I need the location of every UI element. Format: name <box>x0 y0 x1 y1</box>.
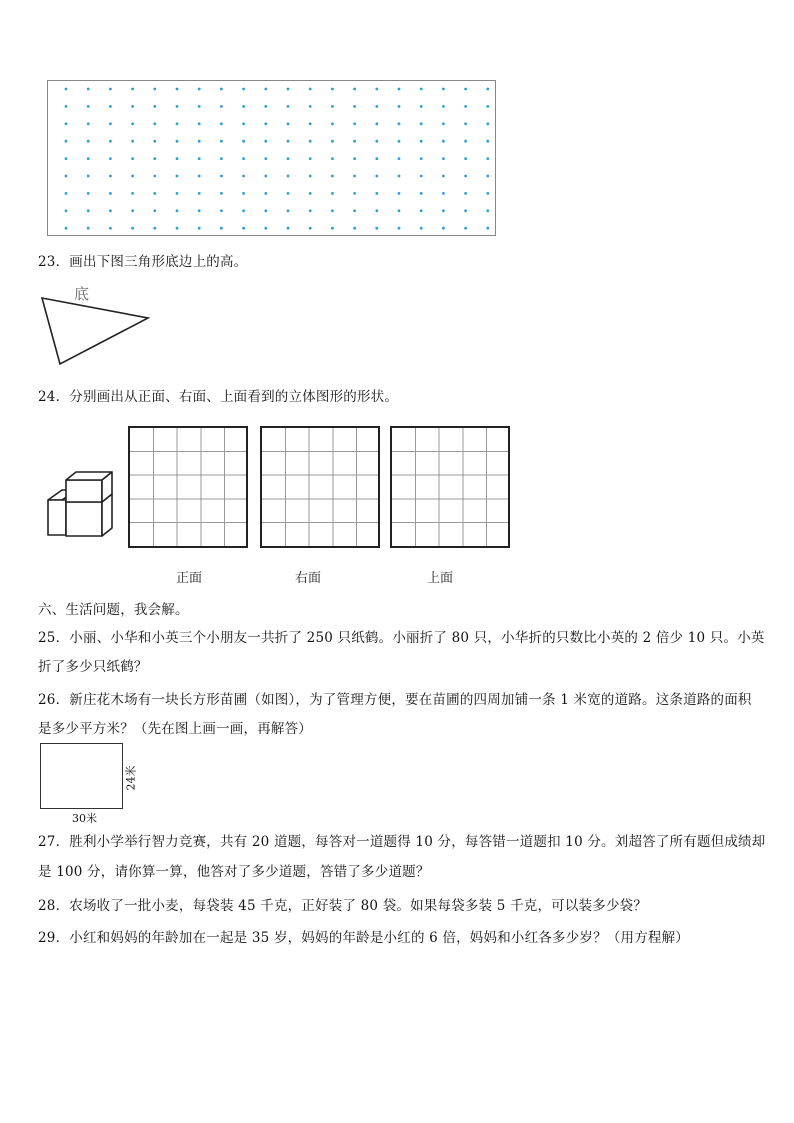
grid-dot <box>176 105 179 108</box>
grid-dot <box>198 140 201 143</box>
grid-dot <box>242 175 245 178</box>
grid-dot <box>420 157 423 160</box>
grid-dot <box>264 105 267 108</box>
question-27-line1: 27．胜利小学举行智力竞赛，共有 20 道题，每答对一道题得 10 分，每答错一道题扣 10 分。刘超答了所有题但成绩却 <box>38 834 766 850</box>
grid-dot <box>420 140 423 143</box>
grid-dot <box>375 175 378 178</box>
front-view-label: 正面 <box>176 571 203 586</box>
grid-dot <box>131 88 134 91</box>
grid-dot <box>331 175 334 178</box>
grid-dot <box>420 122 423 125</box>
grid-dot <box>198 227 201 230</box>
grid-dot <box>420 175 423 178</box>
grid-dot <box>198 192 201 195</box>
grid-dot <box>264 88 267 91</box>
grid-dot <box>442 209 445 212</box>
grid-dot <box>198 209 201 212</box>
grid-dot <box>464 227 467 230</box>
grid-dot <box>420 105 423 108</box>
grid-dot <box>442 140 445 143</box>
grid-dot <box>242 157 245 160</box>
cube-front-face <box>66 502 102 536</box>
grid-dot <box>87 157 90 160</box>
grid-dot <box>65 140 68 143</box>
question-26-line1: 26．新庄花木场有一块长方形苗圃（如图），为了管理方便，要在苗圃的四周加铺一条 1 米宽的道路。这条道路的面积 <box>38 692 752 708</box>
grid-dot <box>65 122 68 125</box>
grid-dot <box>198 122 201 125</box>
grid-dot <box>398 209 401 212</box>
grid-dot <box>486 140 489 143</box>
grid-dot <box>176 140 179 143</box>
grid-dot <box>398 140 401 143</box>
grid-dot <box>442 105 445 108</box>
grid-dot <box>264 157 267 160</box>
grid-dot <box>464 209 467 212</box>
grid-dot <box>375 140 378 143</box>
grid-dot <box>220 209 223 212</box>
grid-dot <box>486 88 489 91</box>
grid-dot <box>153 88 156 91</box>
grid-dot <box>198 157 201 160</box>
grid-dot <box>353 157 356 160</box>
grid-dot <box>153 227 156 230</box>
rectangle-width-label: 30米 <box>72 812 97 825</box>
grid-dot <box>287 227 290 230</box>
triangle-shape <box>42 298 148 364</box>
grid-dot <box>442 157 445 160</box>
grid-dot <box>420 209 423 212</box>
grid-dot <box>220 227 223 230</box>
grid-dot <box>109 209 112 212</box>
triangle-figure <box>38 284 158 370</box>
grid-dot <box>65 175 68 178</box>
grid-dot <box>242 105 245 108</box>
grid-dot <box>486 175 489 178</box>
grid-dot <box>242 209 245 212</box>
grid-dot <box>331 140 334 143</box>
grid-dot <box>109 175 112 178</box>
grid-dot <box>220 157 223 160</box>
grid-dot <box>287 157 290 160</box>
grid-dot <box>353 105 356 108</box>
grid-dot <box>309 140 312 143</box>
grid-dot <box>153 157 156 160</box>
grid-dot <box>287 192 290 195</box>
grid-dot <box>398 122 401 125</box>
grid-dot <box>109 122 112 125</box>
grid-dot <box>309 105 312 108</box>
grid-dot <box>176 209 179 212</box>
grid-dot <box>464 175 467 178</box>
grid-dot <box>309 122 312 125</box>
grid-dot <box>353 192 356 195</box>
grid-dot <box>486 192 489 195</box>
grid-dot <box>375 88 378 91</box>
top-view-label: 上面 <box>427 571 454 586</box>
grid-dot <box>398 227 401 230</box>
grid-dot <box>353 88 356 91</box>
grid-dot <box>331 227 334 230</box>
grid-dot <box>331 88 334 91</box>
right-view-label: 右面 <box>295 571 322 586</box>
grid-dot <box>65 105 68 108</box>
grid-dot <box>220 122 223 125</box>
grid-dot <box>442 122 445 125</box>
cube-solid-figure <box>44 470 128 548</box>
grid-dot <box>153 175 156 178</box>
grid-dot <box>264 227 267 230</box>
question-25-line2: 折了多少只纸鹤？ <box>38 659 148 675</box>
grid-dot <box>198 88 201 91</box>
grid-dot <box>442 227 445 230</box>
grid-dot <box>353 209 356 212</box>
grid-dot <box>65 157 68 160</box>
grid-dot <box>65 88 68 91</box>
grid-dot <box>176 175 179 178</box>
grid-dot <box>220 105 223 108</box>
grid-dot <box>220 192 223 195</box>
grid-dot <box>198 175 201 178</box>
front-view-grid[interactable] <box>128 426 248 548</box>
grid-dot <box>375 157 378 160</box>
grid-dot <box>287 105 290 108</box>
grid-dot <box>486 157 489 160</box>
grid-dot <box>176 88 179 91</box>
grid-dot <box>131 175 134 178</box>
grid-dot <box>65 192 68 195</box>
grid-dot <box>353 140 356 143</box>
grid-dot <box>264 140 267 143</box>
grid-dot <box>87 192 90 195</box>
grid-dot <box>131 209 134 212</box>
grid-dot <box>398 157 401 160</box>
grid-dot <box>309 192 312 195</box>
grid-dot <box>331 209 334 212</box>
grid-dot <box>375 192 378 195</box>
grid-dot <box>153 209 156 212</box>
grid-dot <box>486 209 489 212</box>
grid-dot <box>398 88 401 91</box>
grid-dot <box>131 157 134 160</box>
question-24: 24．分别画出从正面、右面、上面看到的立体图形的形状。 <box>38 389 399 405</box>
grid-dot <box>153 140 156 143</box>
grid-dot <box>287 122 290 125</box>
grid-dot <box>353 175 356 178</box>
grid-dot <box>287 140 290 143</box>
dot-grid-dots <box>48 81 497 237</box>
grid-dot <box>353 227 356 230</box>
cube-front-face <box>48 500 66 535</box>
top-view-grid[interactable] <box>390 426 510 548</box>
grid-dot <box>309 157 312 160</box>
grid-dot <box>375 227 378 230</box>
grid-dot <box>153 192 156 195</box>
grid-dot <box>264 209 267 212</box>
grid-dot <box>87 227 90 230</box>
grid-dot <box>486 227 489 230</box>
grid-dot <box>109 105 112 108</box>
grid-dot <box>176 227 179 230</box>
question-29: 29．小红和妈妈的年龄加在一起是 35 岁，妈妈的年龄是小红的 6 倍，妈妈和小红各多少岁？（用方程解） <box>38 930 690 946</box>
grid-dot <box>353 122 356 125</box>
grid-dot <box>375 105 378 108</box>
grid-dot <box>176 157 179 160</box>
grid-dot <box>264 192 267 195</box>
question-27-line2: 是 100 分，请你算一算，他答对了多少道题，答错了多少道题？ <box>38 864 430 880</box>
grid-dot <box>331 157 334 160</box>
grid-dot <box>153 122 156 125</box>
grid-dot <box>109 140 112 143</box>
grid-dot <box>131 227 134 230</box>
grid-dot <box>109 192 112 195</box>
grid-dot <box>198 105 201 108</box>
grid-dot <box>331 105 334 108</box>
grid-dot <box>464 140 467 143</box>
grid-dot <box>331 122 334 125</box>
grid-dot <box>309 227 312 230</box>
grid-dot <box>87 175 90 178</box>
right-view-grid[interactable] <box>260 426 380 548</box>
grid-dot <box>398 105 401 108</box>
grid-dot <box>242 192 245 195</box>
grid-dot <box>442 175 445 178</box>
grid-dot <box>176 192 179 195</box>
grid-dot <box>87 88 90 91</box>
grid-dot <box>486 122 489 125</box>
grid-dot <box>176 122 179 125</box>
grid-dot <box>131 105 134 108</box>
grid-dot <box>442 88 445 91</box>
grid-dot <box>87 140 90 143</box>
grid-dot <box>87 105 90 108</box>
grid-dot <box>220 88 223 91</box>
grid-dot <box>398 192 401 195</box>
grid-dot <box>398 175 401 178</box>
grid-dot <box>109 88 112 91</box>
rectangle-nursery <box>40 743 123 809</box>
question-26-line2: 是多少平方米？（先在图上画一画，再解答） <box>38 721 312 737</box>
grid-dot <box>309 175 312 178</box>
grid-dot <box>65 227 68 230</box>
question-25-line1: 25．小丽、小华和小英三个小朋友一共折了 250 只纸鹤。小丽折了 80 只，小华折的只数比小英的 2 倍少 10 只。小英 <box>38 630 765 646</box>
grid-dot <box>420 227 423 230</box>
grid-dot <box>375 209 378 212</box>
grid-dot <box>242 88 245 91</box>
grid-dot <box>87 209 90 212</box>
grid-dot <box>309 209 312 212</box>
grid-dot <box>464 105 467 108</box>
grid-dot <box>442 192 445 195</box>
grid-dot <box>153 105 156 108</box>
grid-dot <box>65 209 68 212</box>
grid-dot <box>464 88 467 91</box>
question-23: 23．画出下图三角形底边上的高。 <box>38 254 248 270</box>
grid-dot <box>309 88 312 91</box>
grid-dot <box>220 140 223 143</box>
section-title: 六、生活问题，我会解。 <box>38 602 189 618</box>
grid-dot <box>464 157 467 160</box>
dot-grid-paper <box>47 80 496 236</box>
grid-dot <box>420 88 423 91</box>
grid-dot <box>131 192 134 195</box>
grid-dot <box>242 227 245 230</box>
grid-dot <box>109 157 112 160</box>
grid-dot <box>131 140 134 143</box>
grid-dot <box>287 209 290 212</box>
grid-dot <box>131 122 134 125</box>
grid-dot <box>464 192 467 195</box>
cube-front-face <box>66 480 102 502</box>
grid-dot <box>287 88 290 91</box>
grid-dot <box>242 140 245 143</box>
grid-dot <box>331 192 334 195</box>
grid-dot <box>87 122 90 125</box>
grid-dot <box>242 122 245 125</box>
grid-dot <box>220 175 223 178</box>
grid-dot <box>109 227 112 230</box>
grid-dot <box>486 105 489 108</box>
question-28: 28．农场收了一批小麦，每袋装 45 千克，正好装了 80 袋。如果每袋多装 5 千克，可以装多少袋？ <box>38 898 648 914</box>
grid-dot <box>287 175 290 178</box>
grid-dot <box>375 122 378 125</box>
grid-dot <box>264 122 267 125</box>
grid-dot <box>420 192 423 195</box>
grid-dot <box>264 175 267 178</box>
rectangle-height-label: 24米 <box>124 765 138 791</box>
grid-dot <box>464 122 467 125</box>
triangle-base-label: 底 <box>74 285 90 303</box>
